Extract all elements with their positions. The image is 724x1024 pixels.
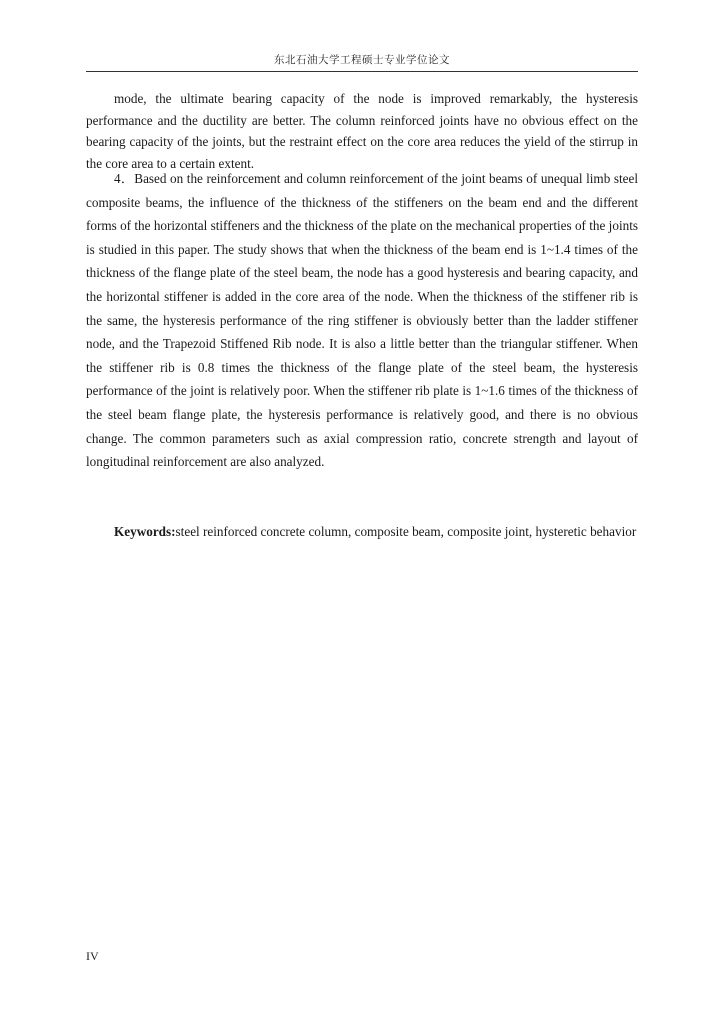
header-rule bbox=[86, 71, 638, 72]
page-number: IV bbox=[86, 949, 99, 963]
paragraph-point-4: 4．Based on the reinforcement and column reinforcement of the joint beams of unequal limb steel composite beams, the influence of the thickness of the stiffeners on the beam end and the different forms of the horizontal stiffeners and the thickness of the plate on the mechanical properties of the joints is studied in this paper. The study shows that when the thickness of the beam end is 1~1.4 times of the thickness of the flange plate of the steel beam, the node has a good hysteresis and bearing capacity, and the horizontal stiffener is added in the core area of the node. When the thickness of the stiffener rib is the same, the hysteresis performance of the ring stiffener is obviously better than the ladder stiffener node, and the Trapezoid Stiffened Rib node. It is also a little better than the triangular stiffener. When the stiffener rib is 0.8 times the thickness of the flange plate of the steel beam, the hysteresis performance of the joint is relatively poor. When the stiffener rib plate is 1~1.6 times of the thickness of the steel beam flange plate, the hysteresis performance is relatively good, and there is no obvious change. The common parameters such as axial compression ratio, concrete strength and layout of longitudinal reinforcement are also analyzed. bbox=[86, 171, 638, 470]
keywords-text: steel reinforced concrete column, composite beam, composite joint, hysteretic behavior bbox=[175, 524, 637, 539]
paragraph-continuation: mode, the ultimate bearing capacity of the node is improved remarkably, the hysteresis performance and the ductility are better. The column reinforced joints have no obvious effect on the bearing capacity of the joints, but the restraint effect on the core area reduces the yield of the stirrup in the core area to a certain extent. bbox=[86, 91, 638, 171]
keywords-label: Keywords: bbox=[114, 524, 176, 539]
keywords-paragraph bbox=[86, 520, 638, 544]
page-header-title: 东北石油大学工程硕士专业学位论文 bbox=[274, 55, 450, 66]
